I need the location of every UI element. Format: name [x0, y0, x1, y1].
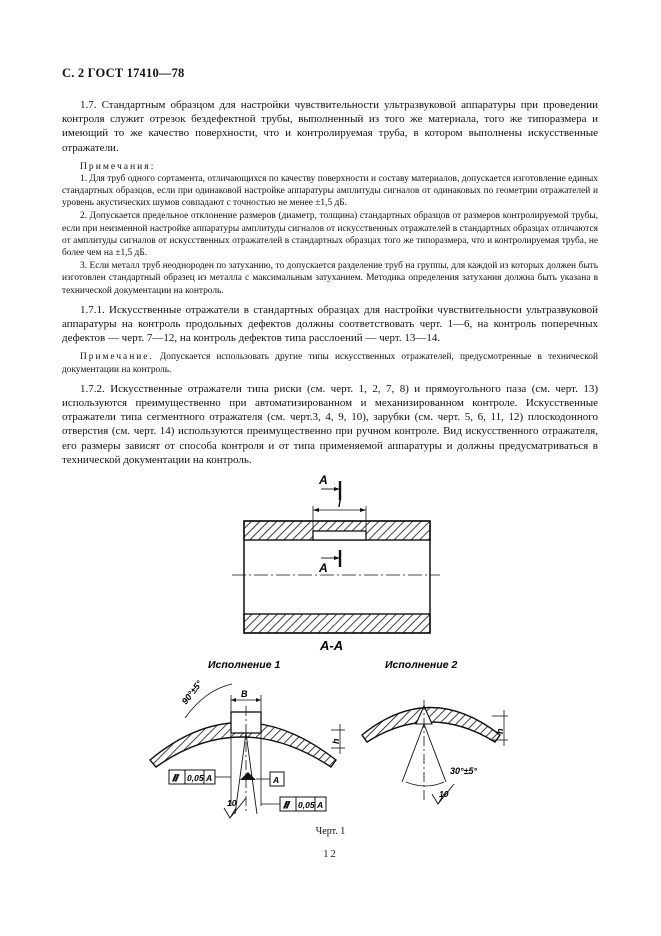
perpendicularity-symbol [240, 772, 256, 780]
section-label-bottom: А [319, 561, 328, 575]
variant-1-angle: 90°±5° [179, 678, 205, 707]
page-number: 12 [323, 849, 338, 860]
variant-1-dim-b-label: В [241, 689, 248, 699]
section-title: А-А [320, 638, 344, 653]
roughness-1-value: 10 [227, 798, 237, 808]
dim-l-label: l [338, 499, 341, 510]
tube-drawing [232, 481, 440, 633]
variant-1-drawing [150, 684, 345, 818]
note-3: 3. Если металл труб неоднороден по затуханию, то допускается разделение труб на группы, для каждой из которых должен быть изготовлен стандартный образец из металла с максимальным затуханием. Методика определения затухания должна быть указана в технической документации на контроль. [62, 261, 598, 296]
paragraph-1-7-2: 1.7.2. Искусственные отражатели типа риски (см. черт. 1, 2, 7, 8) и прямоугольного паза (см. черт. 13) используются преимущественно при автоматизированном и механизированном контроле. Искусственные отражатели типа сегментного отражателя (см. черт.3, 4, 9, 10), зарубки (см. черт. 5, 6, 11, 12) плоскодонного отверстия (см. черт. 14) используются преимущественно при ручном контроле. Вид искусственного отражателя, его размеры зависят от способа контроля и от типа применяемой аппаратуры и должны предусматриваться в технической документации на контроль. [62, 382, 598, 466]
variant-2-beam-left [402, 724, 424, 782]
section-label-top: А [319, 473, 328, 487]
tolerance-1-base: А [206, 773, 213, 783]
variant-2-dim-h-label: h [495, 728, 505, 734]
variant-2-angle: 30°±5° [450, 766, 478, 776]
variant-2-wall [362, 708, 500, 743]
variant-1-dim-h-label: h [331, 738, 341, 744]
variant-1-title: Исполнение 1 [208, 659, 281, 671]
variant-2-drawing [362, 700, 508, 804]
note-1: 1. Для труб одного сортамента, отличающихся по качеству поверхности и составу материалов, допускается изготовление единых стандартных образцов, если при одинаковой настройке аппаратуры амплитуды сигналов от одинаковых по геометрии отражателей и уровень акустических шумов совпадают с точностью не менее ±1,5 дБ. [62, 173, 598, 209]
notch-reflector [313, 531, 366, 540]
note-single-label: Примечание. [80, 352, 154, 363]
tolerance-2-value: 0,05 [298, 800, 315, 810]
page-header: С. 2 ГОСТ 17410—78 [62, 66, 185, 80]
variant-2-angle-arc [406, 782, 444, 786]
note-single-text: Допускается использовать другие типы искусственных отражателей, предусмотренные в технической документации на контроль. [62, 352, 598, 375]
variant-2-beam-right [424, 724, 446, 782]
note-2: 2. Допускается предельное отклонение размеров (диаметр, толщина) стандартных образцов от размеров контролируемой трубы, если при неизменной настройке аппаратуры амплитуды сигналов от искусственных отражателей в стандартных образцах отличаются от амплитуды сигналов от искусственных отражателей в стандартных образцах того же типоразмера, что и контролируемая труба, не более чем на ±1,5 дБ. [62, 211, 598, 259]
roughness-2-value: 10 [439, 789, 449, 799]
figure-caption: Черт. 1 [315, 826, 346, 837]
variant-1-beam-left [235, 733, 246, 814]
notes-title: Примечания: [80, 160, 156, 172]
tolerance-1-value: 0,05 [187, 773, 204, 783]
paragraph-1-7-1: 1.7.1. Искусственные отражатели в стандартных образцах для настройки чувствительности ультразвуковой аппаратуры на контроль продольных дефектов должны соответствовать черт. 1—6, на контроль поперечных дефектов — черт. 7—12, на контроль дефектов типа расслоений — черт. 13—14. [62, 303, 598, 345]
parallel-symbol-1: // [173, 773, 179, 783]
paragraph-1-7: 1.7. Стандартным образцом для настройки чувствительности ультразвуковой аппаратуры при проведении контроля служит отрезок бездефектной трубы, выполненный из того же материала, того же типоразмера и имеющий то же качество поверхности, что и контролируемая труба, в котором выполнены искусственные отражатели. [62, 99, 598, 154]
variant-2-title: Исполнение 2 [385, 659, 458, 671]
tolerance-2-base: А [317, 800, 324, 810]
perp-base-label: А [273, 775, 280, 785]
tube-wall-bottom [244, 614, 430, 633]
parallel-symbol-2: // [284, 800, 290, 810]
